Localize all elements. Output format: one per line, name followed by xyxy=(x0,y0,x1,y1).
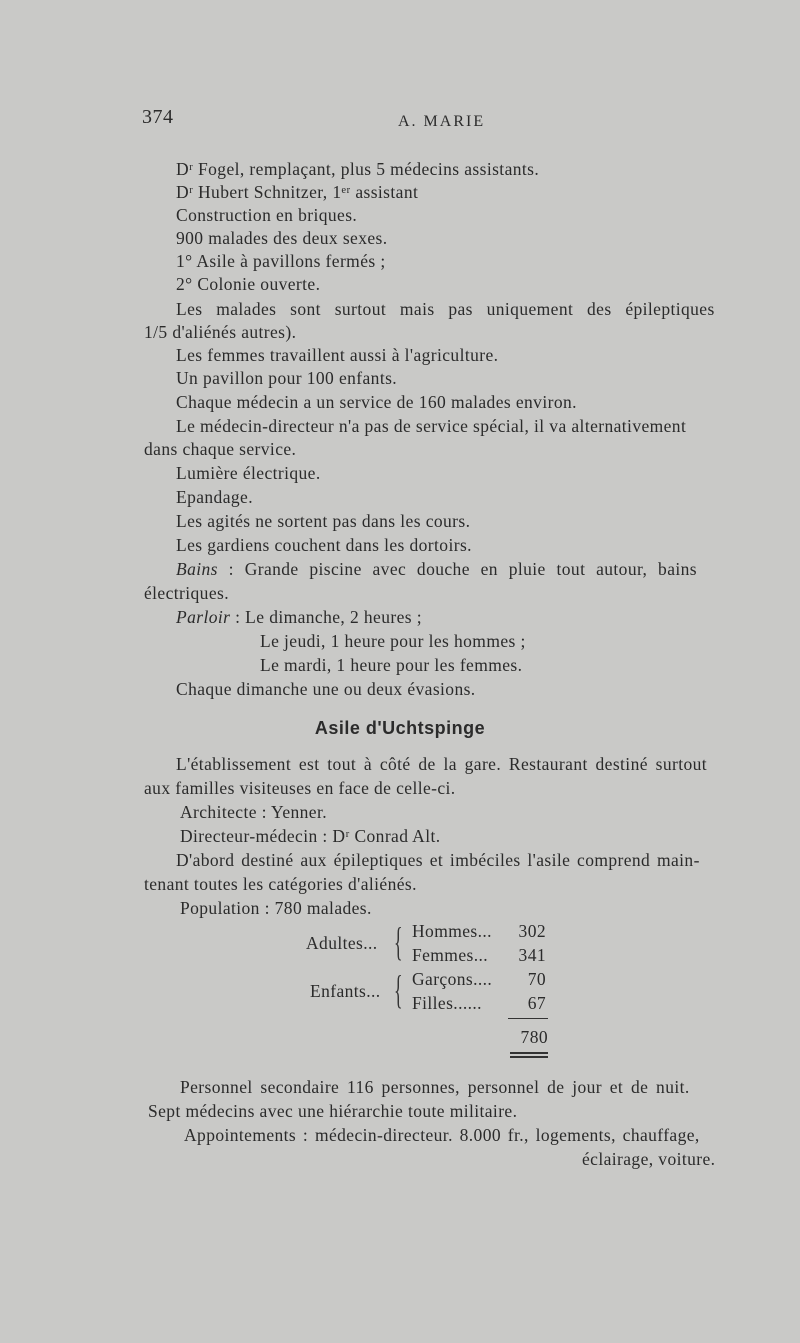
text-line: Sept médecins avec une hiérarchie toute militaire. xyxy=(148,1101,518,1121)
group-label-enfants: Enfants... xyxy=(310,981,381,1001)
text-line: Population : 780 malades. xyxy=(180,898,372,918)
text-line: Les gardiens couchent dans les dortoirs. xyxy=(176,535,472,555)
row-label: Femmes... xyxy=(412,945,489,965)
row-label: Filles...... xyxy=(412,993,482,1013)
text-line: Dʳ Hubert Schnitzer, 1ᵉʳ assistant xyxy=(176,182,419,202)
text-line: Le mardi, 1 heure pour les femmes. xyxy=(260,655,523,675)
parloir-text: Le dimanche, 2 heures ; xyxy=(245,607,422,627)
text-line: Chaque médecin a un service de 160 malades environ. xyxy=(176,392,577,412)
text-line: Le jeudi, 1 heure pour les hommes ; xyxy=(260,631,526,651)
label-parloir: Parloir xyxy=(176,607,231,627)
text-line: Dʳ Fogel, remplaçant, plus 5 médecins assistants. xyxy=(176,159,540,179)
text-line: 1/5 d'aliénés autres). xyxy=(144,322,297,342)
text-line: Epandage. xyxy=(176,487,253,507)
text-line: 2° Colonie ouverte. xyxy=(176,274,321,294)
text-line-parloir: Parloir : Le dimanche, 2 heures ; xyxy=(176,607,422,627)
row-value: 341 xyxy=(518,945,546,965)
text-line: Lumière électrique. xyxy=(176,463,321,483)
brace-adultes: { xyxy=(394,919,403,964)
brace-enfants: { xyxy=(394,967,403,1012)
total-value: 780 xyxy=(520,1027,548,1047)
section-title: Asile d'Uchtspinge xyxy=(314,718,486,738)
row-label: Garçons.... xyxy=(412,969,493,989)
text-line: Le médecin-directeur n'a pas de service spécial, il va alternativement xyxy=(176,416,687,436)
text-line: dans chaque service. xyxy=(144,439,297,459)
row-value: 70 xyxy=(527,969,546,989)
sum-rule xyxy=(508,1018,548,1019)
text-line: D'abord destiné aux épileptiques et imbéciles l'asile comprend main- xyxy=(176,850,700,870)
double-rule-bottom xyxy=(510,1056,548,1058)
running-title: A. MARIE xyxy=(398,113,486,130)
text-line: Les agités ne sortent pas dans les cours. xyxy=(176,511,471,531)
double-rule-top xyxy=(510,1052,548,1054)
text-line: Les malades sont surtout mais pas uniquement des épileptiques xyxy=(176,299,715,319)
group-label-adultes: Adultes... xyxy=(306,933,378,953)
text-line: électriques. xyxy=(144,583,229,603)
bains-text: Grande piscine avec douche en pluie tout autour, bains xyxy=(244,559,697,579)
text-line: 900 malades des deux sexes. xyxy=(176,228,388,248)
label-bains: Bains xyxy=(176,559,218,579)
text-line: Directeur-médecin : Dʳ Conrad Alt. xyxy=(180,826,441,846)
text-line: Un pavillon pour 100 enfants. xyxy=(176,368,398,388)
text-line: éclairage, voiture. xyxy=(582,1149,716,1169)
row-value: 67 xyxy=(527,993,546,1013)
text-line: Architecte : Yenner. xyxy=(180,802,327,822)
text-line: L'établissement est tout à côté de la gare. Restaurant destiné surtout xyxy=(176,754,708,774)
text-line: Appointements : médecin-directeur. 8.000 fr., logements, chauffage, xyxy=(184,1125,700,1145)
page-number: 374 xyxy=(142,106,174,128)
text-line: Construction en briques. xyxy=(176,205,358,225)
row-label: Hommes... xyxy=(412,921,492,941)
text-line: 1° Asile à pavillons fermés ; xyxy=(176,251,386,271)
text-line: Chaque dimanche une ou deux évasions. xyxy=(176,679,476,699)
text-line: Personnel secondaire 116 personnes, personnel de jour et de nuit. xyxy=(180,1077,690,1097)
text-line: aux familles visiteuses en face de celle-ci. xyxy=(144,778,456,798)
text-line: tenant toutes les catégories d'aliénés. xyxy=(144,874,417,894)
text-line-bains: Bains : Grande piscine avec douche en pluie tout autour, bains xyxy=(176,559,697,579)
row-value: 302 xyxy=(518,921,546,941)
text-line: Les femmes travaillent aussi à l'agriculture. xyxy=(176,345,499,365)
